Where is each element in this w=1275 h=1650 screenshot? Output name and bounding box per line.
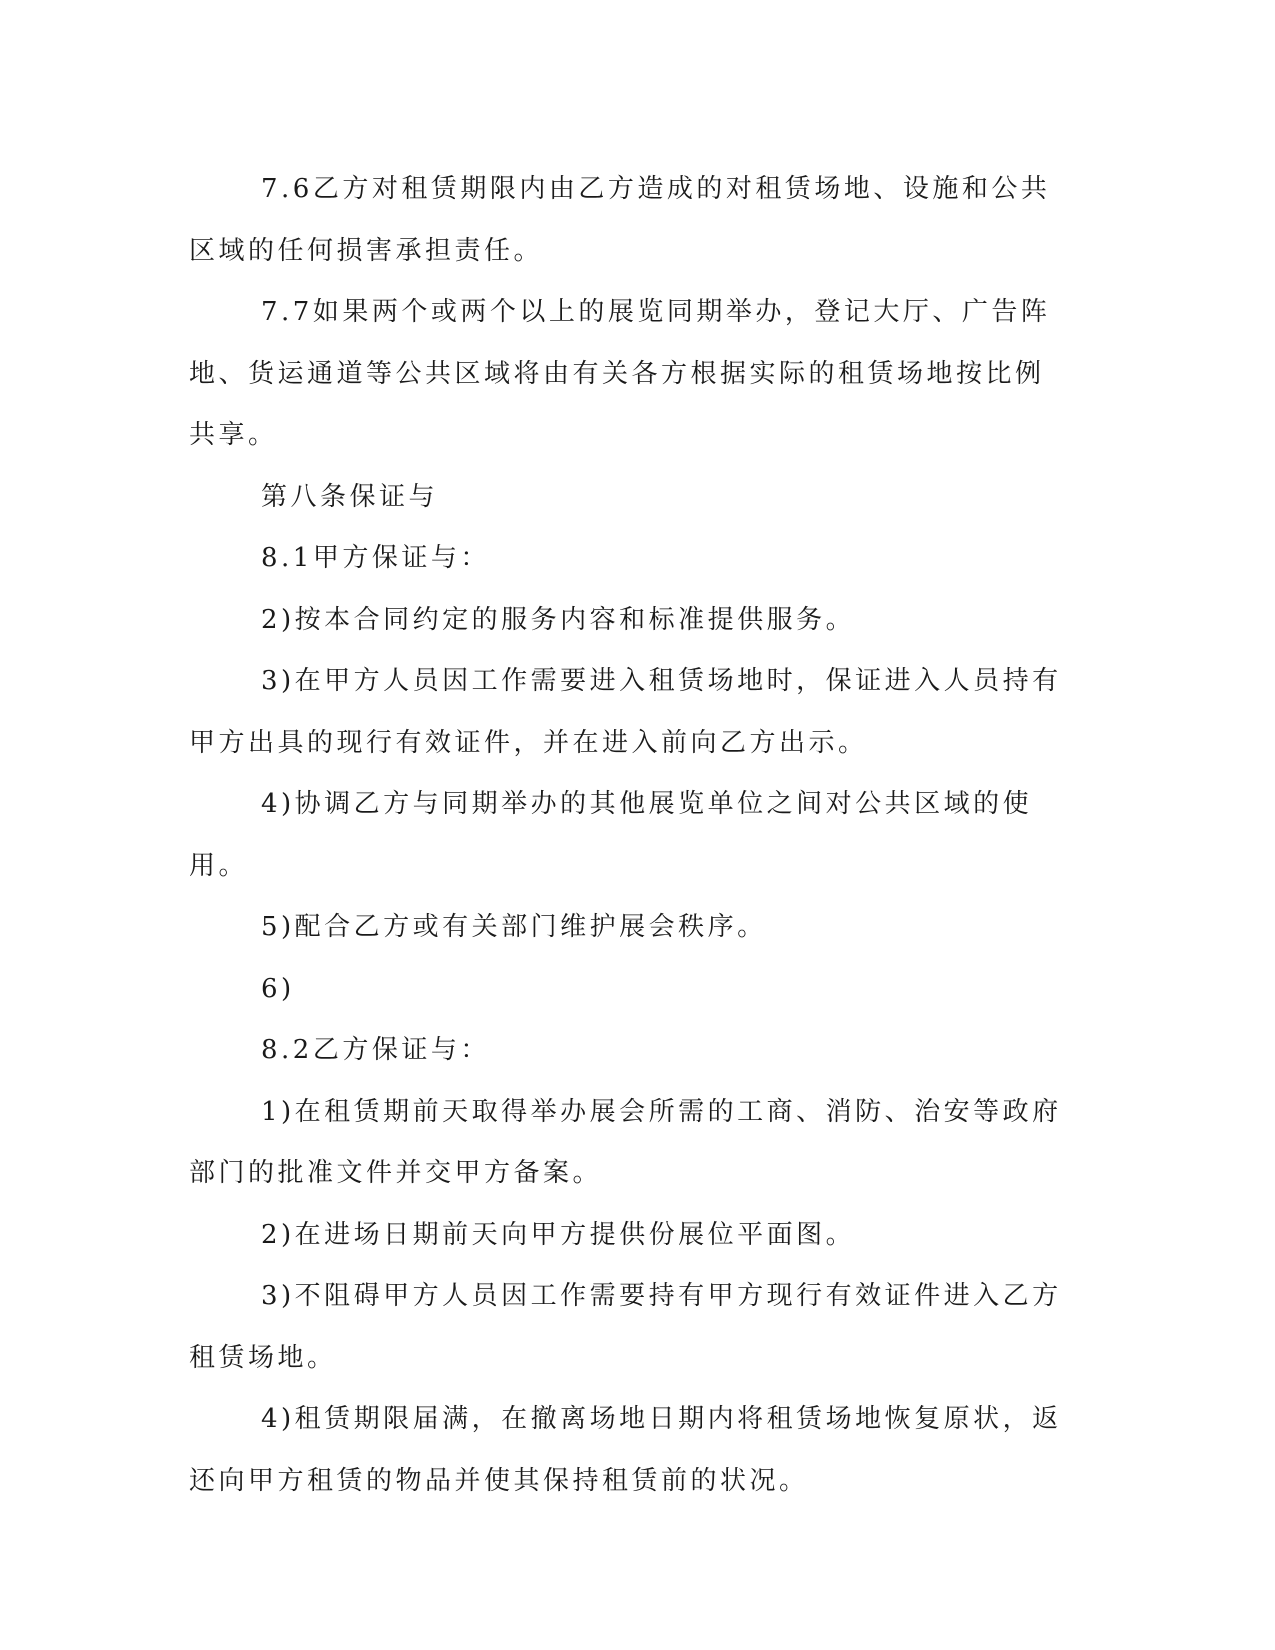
clause-8-1-item-2: 2)按本合同约定的服务内容和标准提供服务。 [261,604,856,635]
clause-8-2-item-3: 3)不阻碍甲方人员因工作需要持有甲方现行有效证件进入乙方租赁场地。 [189,1281,1062,1373]
document-body [189,159,1069,1512]
clause-8-1-item-4: 4)协调乙方与同期举办的其他展览单位之间对公共区域的使用。 [189,789,1033,881]
clause-8-2-item-1: 1)在租赁期前天取得举办展会所需的工商、消防、治安等政府部门的批准文件并交甲方备案。 [189,1096,1062,1188]
article-8-heading: 第八条保证与 [261,481,439,512]
clause-8-1-item-6: 6) [261,973,295,1004]
clause-8-1-heading: 8.1甲方保证与： [261,543,490,573]
clause-8-1-item-3: 3)在甲方人员因工作需要进入租赁场地时，保证进入人员持有甲方出具的现行有效证件，并在进入前向乙方出示。 [189,666,1062,758]
clause-8-2-item-2: 2)在进场日期前天向甲方提供份展位平面图。 [261,1219,856,1250]
clause-7-7: 7.7如果两个或两个以上的展览同期举办，登记大厅、广告阵地、货运通道等公共区域将由有关各方根据实际的租赁场地按比例共享。 [189,297,1051,450]
clause-8-1-item-5: 5)配合乙方或有关部门维护展会秩序。 [261,912,767,942]
clause-7-6: 7.6乙方对租赁期限内由乙方造成的对租赁场地、设施和公共区域的任何损害承担责任。 [189,174,1051,266]
clause-8-2-heading: 8.2乙方保证与： [261,1035,490,1065]
clause-8-2-item-4: 4)租赁期限届满，在撤离场地日期内将租赁场地恢复原状，返还向甲方租赁的物品并使其保持租赁前的状况。 [189,1404,1062,1496]
